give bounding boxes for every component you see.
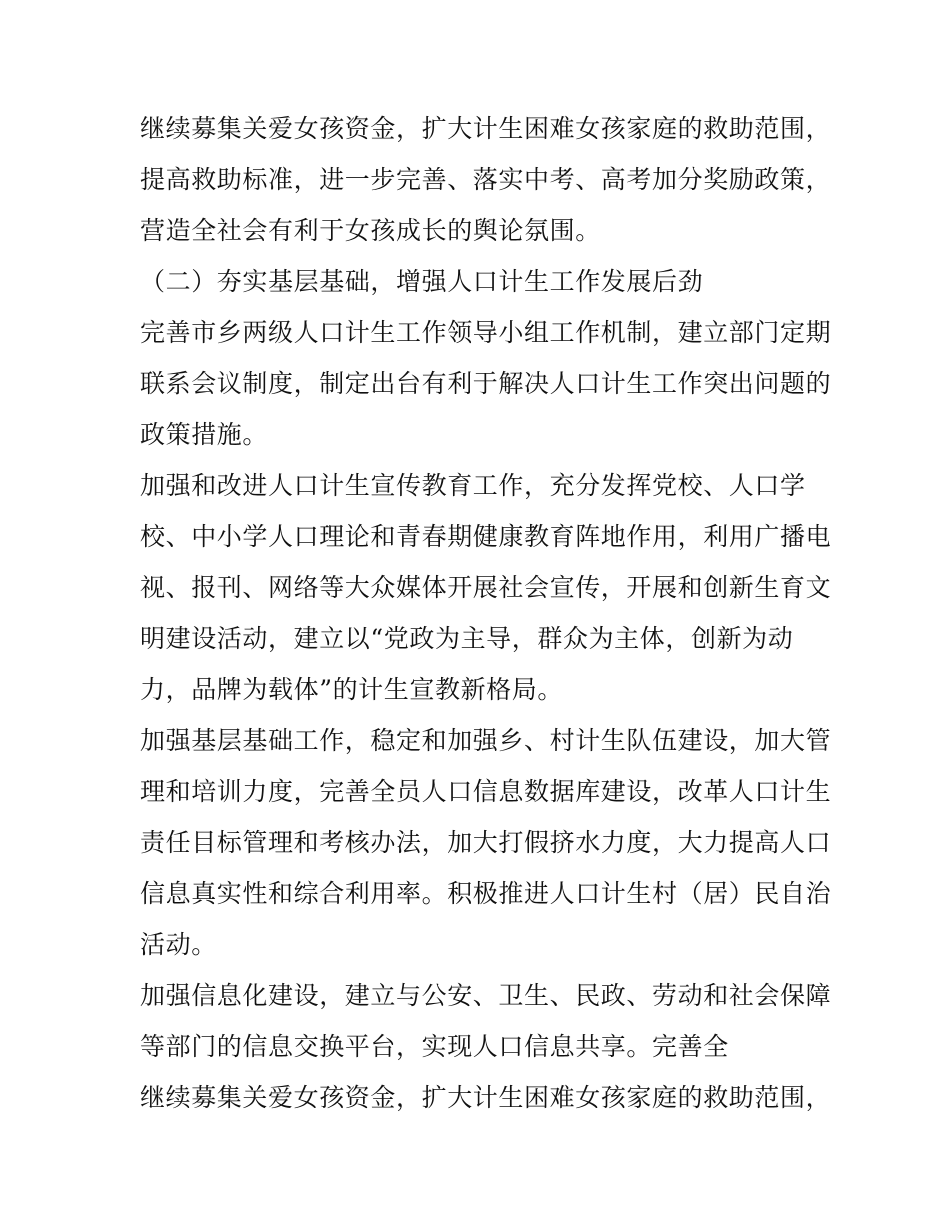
- text-line-19: 等部门的信息交换平台，实现人口信息共享。完善全: [140, 1032, 729, 1061]
- text-line-14: 理和培训力度，完善全员人口信息数据库建设，改革人口计生: [140, 777, 832, 806]
- section-heading: （二）夯实基层基础，增强人口计生工作发展后劲: [140, 267, 704, 296]
- text-line-16: 信息真实性和综合利用率。积极推进人口计生村（居）民自治: [140, 879, 832, 908]
- text-line-20: 继续募集关爱女孩资金，扩大计生困难女孩家庭的救助范围，: [140, 1083, 832, 1112]
- text-line-6: 联系会议制度，制定出台有利于解决人口计生工作突出问题的: [140, 369, 832, 398]
- text-line-8: 加强和改进人口计生宣传教育工作，充分发挥党校、人口学: [140, 471, 806, 500]
- text-line-18: 加强信息化建设，建立与公安、卫生、民政、劳动和社会保障: [140, 981, 832, 1010]
- text-line-11: 明建设活动，建立以“党政为主导，群众为主体，创新为动: [140, 624, 794, 653]
- text-line-1: 继续募集关爱女孩资金，扩大计生困难女孩家庭的救助范围，: [140, 114, 832, 143]
- text-line-7: 政策措施。: [140, 420, 269, 449]
- text-line-5: 完善市乡两级人口计生工作领导小组工作机制，建立部门定期: [140, 318, 832, 347]
- text-line-17: 活动。: [140, 930, 217, 959]
- text-line-3: 营造全社会有利于女孩成长的舆论氛围。: [140, 216, 601, 245]
- text-line-2: 提高救助标准，进一步完善、落实中考、高考加分奖励政策，: [140, 165, 832, 194]
- text-line-10: 视、报刊、网络等大众媒体开展社会宣传，开展和创新生育文: [140, 573, 832, 602]
- text-line-13: 加强基层基础工作，稳定和加强乡、村计生队伍建设，加大管: [140, 726, 832, 755]
- text-line-12: 力，品牌为载体”的计生宣教新格局。: [140, 675, 563, 704]
- text-line-15: 责任目标管理和考核办法，加大打假挤水力度，大力提高人口: [140, 828, 832, 857]
- text-line-9: 校、中小学人口理论和青春期健康教育阵地作用，利用广播电: [140, 522, 832, 551]
